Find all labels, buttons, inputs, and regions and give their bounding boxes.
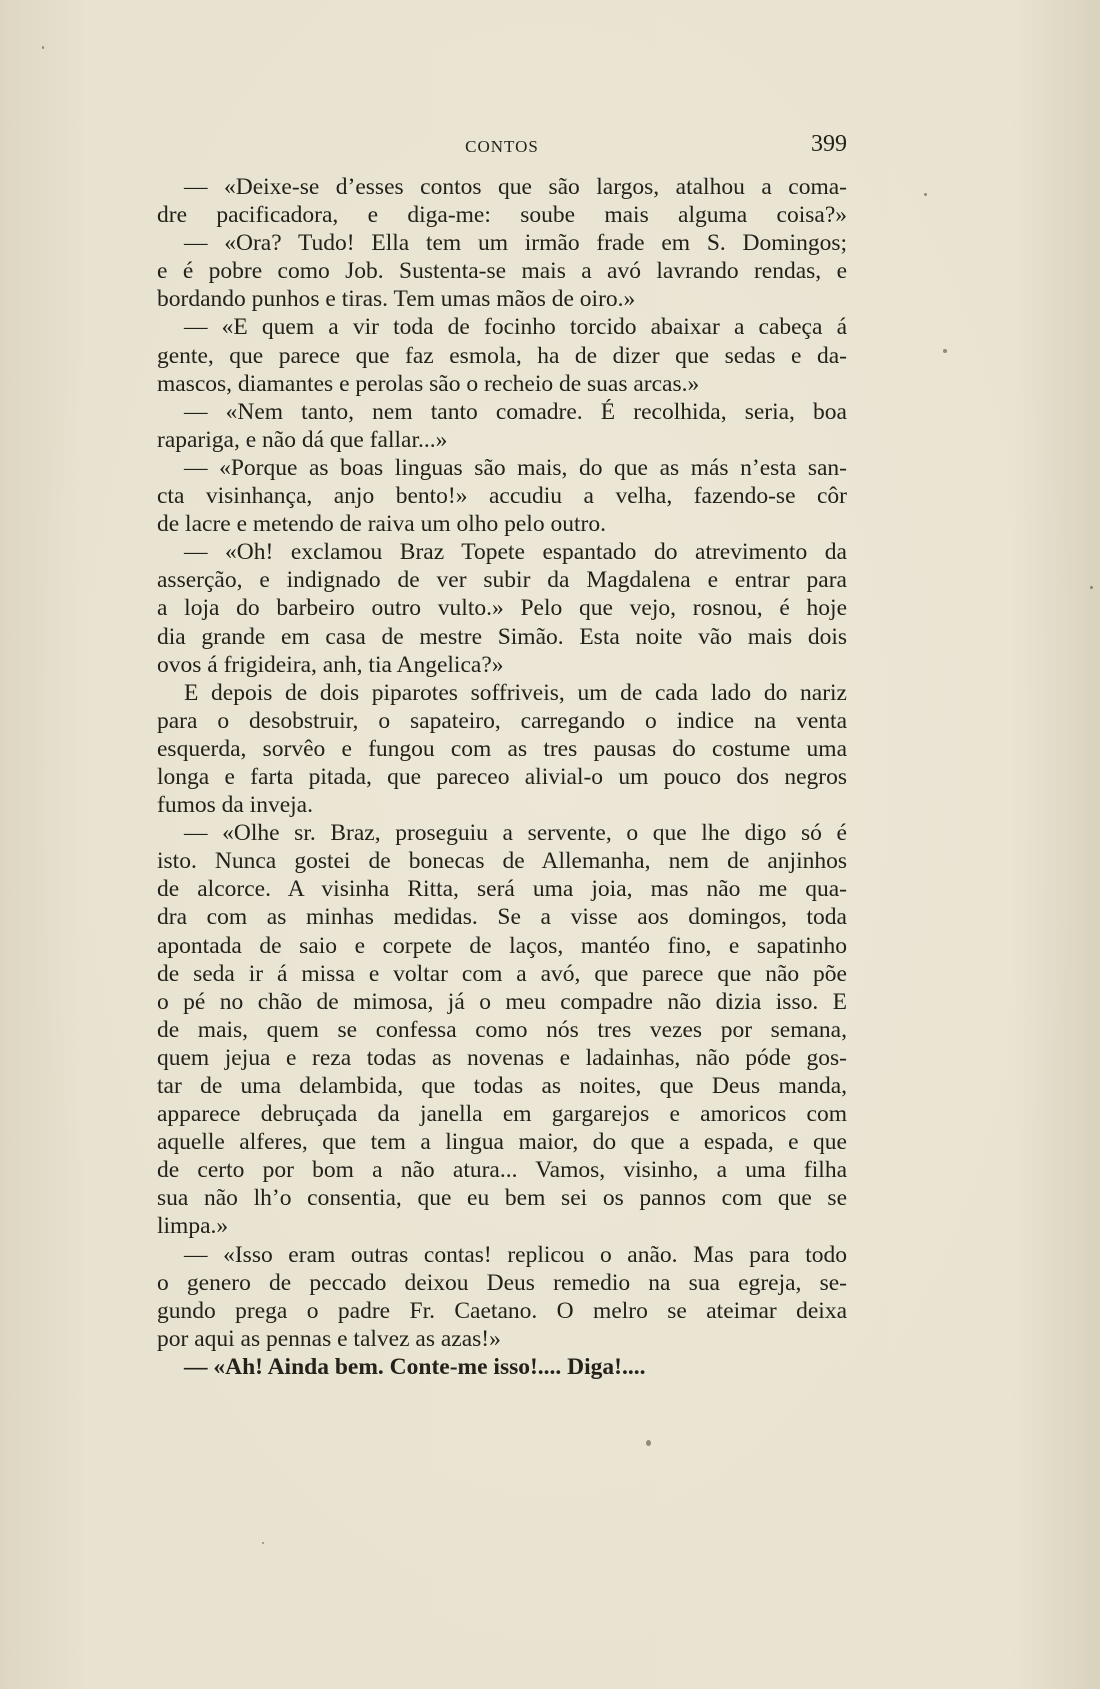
text-line: sua não lh’o consentia, que eu bem sei os pannos com que se (157, 1185, 847, 1212)
paper-speck (262, 1542, 264, 1544)
text-line: — «Ah! Ainda bem. Conte-me isso!.... Diga!.... (184, 1353, 646, 1380)
paper-speck (924, 193, 927, 196)
text-line: quem jejua e reza todas as novenas e ladainhas, não póde gos- (157, 1044, 847, 1071)
text-line: E depois de dois piparotes soffriveis, um de cada lado do nariz (184, 679, 847, 706)
text-line: cta visinhança, anjo bento!» accudiu a velha, fazendo-se côr (157, 483, 847, 510)
text-line: dia grande em casa de mestre Simão. Esta noite vão mais dois (157, 623, 847, 650)
text-line: apontada de saio e corpete de laços, mantéo fino, e sapatinho (157, 932, 847, 959)
body-text (157, 173, 847, 1381)
text-line: de mais, quem se confessa como nós tres vezes por semana, (157, 1016, 847, 1043)
paper-speck (1090, 586, 1093, 589)
text-line: — «Oh! exclamou Braz Topete espantado do atrevimento da (184, 539, 847, 566)
text-line: — «E quem a vir toda de focinho torcido abaixar a cabeça á (184, 314, 847, 341)
text-line: dre pacificadora, e diga-me: soube mais alguma coisa?» (157, 202, 847, 229)
text-line: de seda ir á missa e voltar com a avó, que parece que não põe (157, 960, 847, 987)
page-number: 399 (811, 131, 847, 157)
text-line: ovos á frigideira, anh, tia Angelica?» (157, 651, 504, 678)
text-line: de lacre e metendo de raiva um olho pelo outro. (157, 511, 606, 538)
text-line: aquelle alferes, que tem a lingua maior, do que a espada, e que (157, 1129, 847, 1156)
text-line: — «Ora? Tudo! Ella tem um irmão frade em S. Domingos; (184, 230, 847, 257)
text-line: — «Porque as boas linguas são mais, do que as más n’esta san- (184, 454, 847, 481)
text-line: dra com as minhas medidas. Se a visse aos domingos, toda (157, 904, 847, 931)
text-line: — «Nem tanto, nem tanto comadre. É recolhida, seria, boa (184, 398, 847, 425)
page-header (157, 133, 847, 163)
text-line: fumos da inveja. (157, 792, 313, 819)
text-line: e é pobre como Job. Sustenta-se mais a avó lavrando rendas, e (157, 258, 847, 285)
text-line: por aqui as pennas e talvez as azas!» (157, 1325, 501, 1352)
text-line: — «Olhe sr. Braz, proseguiu a servente, o que lhe digo só é (184, 820, 847, 847)
text-line: para o desobstruir, o sapateiro, carregando o indice na venta (157, 707, 847, 734)
text-line: asserção, e indignado de ver subir da Magdalena e entrar para (157, 567, 847, 594)
text-line: — «Deixe-se d’esses contos que são largos, atalhou a coma- (184, 174, 847, 200)
text-line: gundo prega o padre Fr. Caetano. O melro se ateimar deixa (157, 1297, 847, 1324)
text-line: de alcorce. A visinha Ritta, será uma joia, mas não me qua- (157, 876, 847, 903)
text-line: a loja do barbeiro outro vulto.» Pelo que vejo, rosnou, é hoje (157, 595, 847, 622)
text-line: limpa.» (157, 1213, 229, 1240)
text-line: esquerda, sorvêo e fungou com as tres pausas do costume uma (157, 735, 847, 762)
text-line: rapariga, e não dá que fallar...» (157, 426, 448, 453)
text-line: bordando punhos e tiras. Tem umas mãos de oiro.» (157, 286, 636, 313)
text-line: gente, que parece que faz esmola, ha de dizer que sedas e da- (157, 342, 847, 369)
text-line: — «Isso eram outras contas! replicou o anão. Mas para todo (184, 1241, 847, 1268)
paper-speck (42, 46, 44, 49)
text-line: o genero de peccado deixou Deus remedio na sua egreja, se- (157, 1269, 847, 1296)
text-line: mascos, diamantes e perolas são o recheio de suas arcas.» (157, 370, 700, 397)
running-head: CONTOS (465, 137, 539, 156)
paper-speck (646, 1440, 651, 1446)
paper-speck (943, 349, 947, 353)
text-line: o pé no chão de mimosa, já o meu compadre não dizia isso. E (157, 988, 847, 1015)
text-line: apparece debruçada da janella em gargarejos e amoricos com (157, 1101, 847, 1128)
text-line: de certo por bom a não atura... Vamos, visinho, a uma filha (157, 1157, 847, 1184)
text-line: isto. Nunca gostei de bonecas de Allemanha, nem de anjinhos (157, 848, 847, 875)
text-line: longa e farta pitada, que pareceo alivial-o um pouco dos negros (157, 763, 847, 790)
text-line: tar de uma delambida, que todas as noites, que Deus manda, (157, 1073, 847, 1099)
